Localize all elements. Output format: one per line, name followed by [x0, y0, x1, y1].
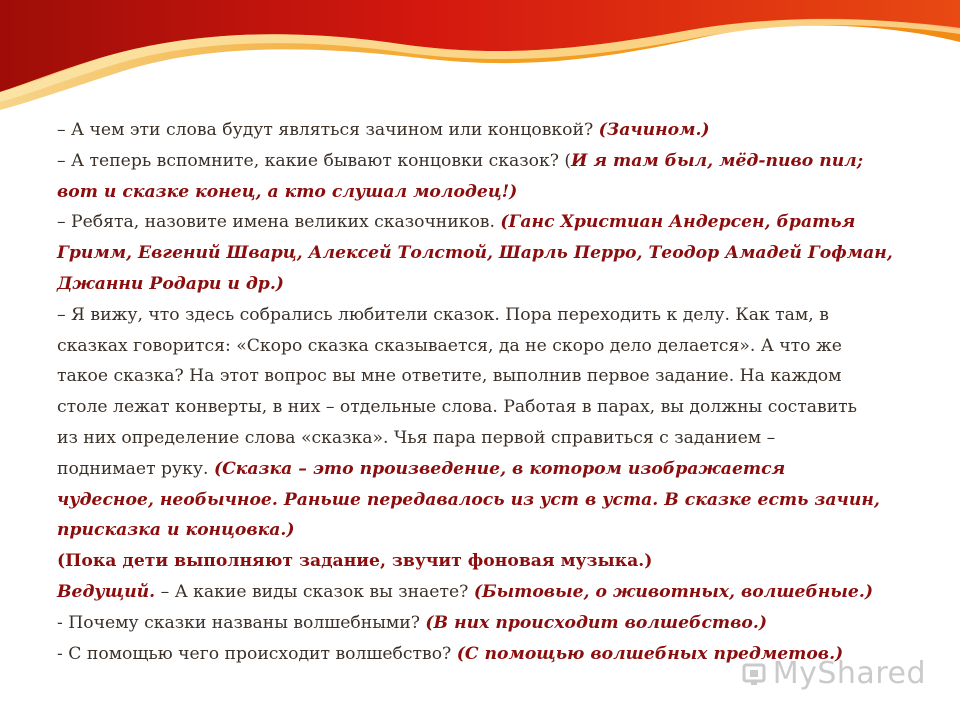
text-line	[57, 454, 907, 485]
text-line	[57, 269, 907, 300]
text-line	[57, 146, 907, 177]
text-line	[57, 207, 907, 238]
dialogue-text: - Почему сказки названы волшебными?	[57, 612, 426, 633]
text-line	[57, 331, 907, 362]
myshared-logo-icon	[741, 659, 769, 687]
answer-text: (Ганс Христиан Андерсен, братья	[500, 212, 856, 233]
text-line	[57, 608, 907, 639]
stage-direction-text: (Пока дети выполняют задание, звучит фоновая музыка.)	[57, 551, 653, 572]
dialogue-text: – Ребята, назовите имена великих сказочников.	[57, 212, 501, 233]
dialogue-text: сказках говорится: «Скоро сказка сказывается, да не скоро дело делается». А что же	[57, 335, 842, 356]
text-line	[57, 423, 907, 454]
answer-text: чудесное, необычное. Раньше передавалось из уст в уста. В сказке есть зачин,	[57, 489, 880, 510]
dialogue-text: – Я вижу, что здесь собрались любители сказок. Пора переходить к делу. Как там, в	[57, 304, 829, 325]
answer-text: присказка и концовка.)	[57, 520, 295, 541]
answer-text: Гримм, Евгений Шварц, Алексей Толстой, Шарль Перро, Теодор Амадей Гофман,	[57, 243, 893, 264]
text-line	[57, 515, 907, 546]
dialogue-text: столе лежат конверты, в них – отдельные слова. Работая в парах, вы должны составить	[57, 397, 858, 418]
text-line	[57, 300, 907, 331]
text-line	[57, 238, 907, 269]
dialogue-text: - С помощью чего происходит волшебство?	[57, 643, 457, 664]
answer-text: (В них происходит волшебство.)	[425, 612, 767, 633]
answer-text: (Зачином.)	[598, 120, 710, 140]
myshared-watermark	[741, 656, 926, 690]
watermark-text: MyShared	[772, 655, 926, 691]
answer-text: Ведущий.	[57, 581, 156, 602]
answer-text: (Сказка – это произведение, в котором изображается	[213, 458, 786, 479]
dialogue-text: – А какие виды сказок вы знаете?	[155, 581, 474, 602]
text-line	[57, 115, 907, 146]
dialogue-text: – А чем эти слова будут являться зачином или концовкой?	[57, 120, 599, 140]
dialogue-text: из них определение слова «сказка». Чья пара первой справиться с заданием –	[57, 427, 776, 448]
dialogue-text: – А теперь вспомните, какие бывают концовки сказок? (	[57, 150, 572, 171]
text-line	[57, 577, 907, 608]
answer-text: И я там был, мёд-пиво пил;	[571, 150, 864, 171]
dialogue-text: поднимает руку.	[57, 458, 214, 479]
answer-text: (С помощью волшебных предметов.)	[456, 643, 844, 664]
answer-text: вот и сказке конец, а кто слушал молодец!)	[57, 181, 518, 202]
text-line	[57, 546, 907, 577]
top-decorative-banner	[0, 0, 960, 120]
text-line	[57, 361, 907, 392]
text-line	[57, 177, 907, 208]
answer-text: (Бытовые, о животных, волшебные.)	[473, 581, 873, 602]
slide-text	[57, 115, 907, 669]
text-line	[57, 392, 907, 423]
answer-text: Джанни Родари и др.)	[57, 273, 284, 294]
dialogue-text: такое сказка? На этот вопрос вы мне ответите, выполнив первое задание. На каждом	[57, 366, 842, 387]
text-line	[57, 485, 907, 516]
